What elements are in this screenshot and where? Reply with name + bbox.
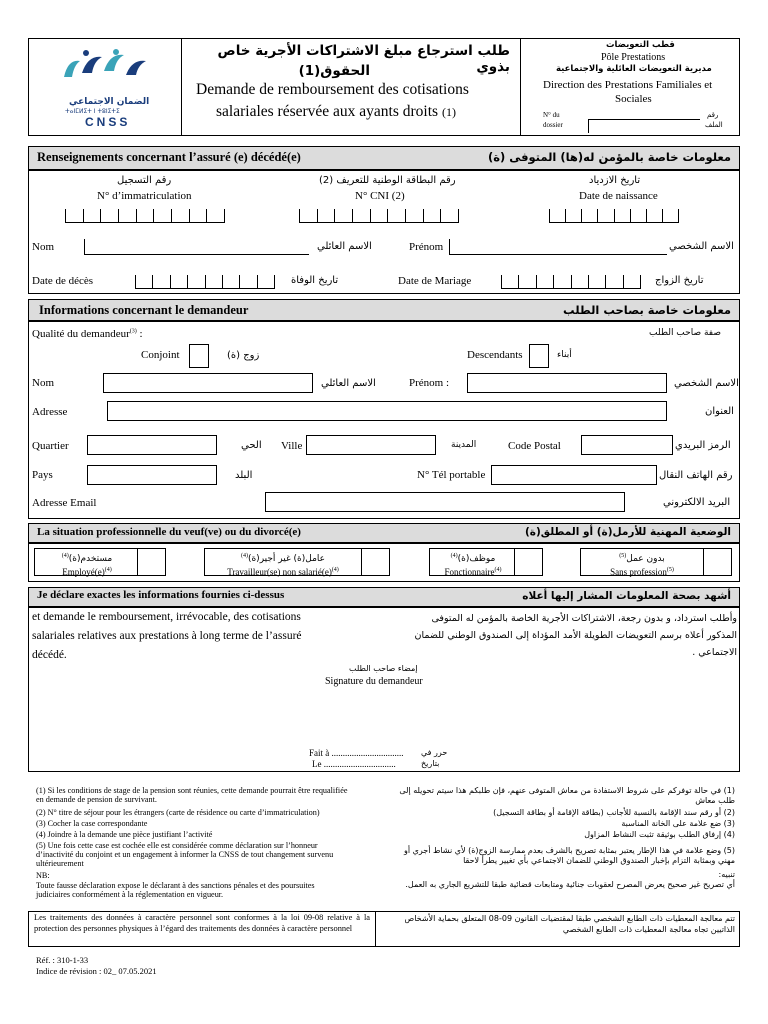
section-declaration-title-ar: أشهد بصحة المعلومات المشار إليها أعلاه: [522, 590, 731, 602]
qualite-label-text: Qualité du demandeur: [32, 328, 130, 340]
quartier-label-ar: الحي: [241, 440, 262, 451]
declaration-body-fr: et demande le remboursement, irrévocable, des cotisations salariales relatives aux prestations à long terme de l’assuré décédé.: [32, 611, 302, 661]
footnote-fr-warning: Toute fausse déclaration expose le déclarant à des sanctions pénales et des poursuites judiciaires conformément à la réglementation en vigueur.: [36, 881, 315, 899]
birth-date-input[interactable]: [549, 209, 679, 223]
dossier-label-fr-1: N° du: [543, 111, 560, 119]
ville-label-ar: المدينة: [451, 440, 477, 450]
footnote-ar-1: (1) في حالة توفركم على شروط الاستفادة من معاش المتوفى عنهم، فإن طلبكم هذا سيتم تحويله إلى طلب معاش: [399, 786, 735, 805]
nom-label-fr: Nom: [32, 241, 54, 253]
descendants-checkbox[interactable]: [529, 344, 549, 368]
footnote-ar-2: (2) أو رقم سند الإقامة بالنسبة للأجانب (بطاقة الإقامة أو بطاقة التسجيل): [493, 808, 735, 817]
footnote-fr-1: (1) Si les conditions de stage de la pension sont réunies, cette demande pourrait être requalifiée en demande de pension de survivant.: [36, 786, 348, 804]
footnote-fr-2: (2) N° titre de séjour pour les étrangers (carte de résidence ou carte d’immatriculation): [36, 808, 320, 817]
fait-a-label-ar: حرر في: [421, 748, 448, 757]
nom-input[interactable]: [84, 239, 309, 255]
quartier-input[interactable]: [87, 435, 217, 455]
header-title-box: [181, 38, 521, 136]
ville-input[interactable]: [306, 435, 436, 455]
logo-brand: CNSS: [85, 115, 131, 129]
cp-label-fr: Code Postal: [508, 440, 561, 452]
privacy-box: [28, 911, 740, 947]
section-assure-header: [28, 146, 740, 170]
signature-area[interactable]: [229, 690, 549, 740]
qualite-label-ar: صفة صاحب الطلب: [649, 328, 721, 338]
section-situation-header: [28, 523, 740, 543]
title-fr-2-text: salariales réservée aux ayants droits: [216, 103, 439, 120]
privacy-text-ar: تتم معالجة المعطيات ذات الطابع الشخصي طبقا لمقتضيات القانون 09-08 المتعلق بحماية الأشخاص الذاتيين تجاه معالجة المعطيات ذات الطابع الشخصي: [404, 914, 735, 934]
situation-employe[interactable]: [34, 548, 166, 576]
situation-non-salarie-label: $^{(4)}$عامل(ة) غير أجير(ة) Travailleur(se) non $salarié(e)^{(4)}$: [227, 553, 339, 577]
logo-tifinagh: ⵜⴰⵏⵎⵍⵉⵜ ⵏ ⵜⵓⵏⵉⵜⵉ: [65, 108, 120, 115]
footnote-ar-5: (5) وضع علامة في هذا الإطار يعتبر بمثابة تصريح بالشرف بعدم ممارسة الزوج(ة) لأي نشاط أجري أو مهني وبمثابة التزام بإخبار الصندوق الوطني للضمان الاجتماعي بأي تغيير يطرأ لاحقا: [403, 846, 735, 865]
pays-label-ar: البلد: [235, 470, 253, 481]
situation-non-salarie-checkbox[interactable]: [361, 549, 389, 575]
prenom-input[interactable]: [449, 239, 667, 255]
footnote-fr-3: (3) Cocher la case correspondante: [36, 819, 148, 828]
tel-input[interactable]: [491, 465, 657, 485]
ville-label-fr: Ville: [281, 440, 303, 452]
dossier-number-field[interactable]: [588, 119, 700, 133]
cp-label-ar: الرمز البريدي: [675, 440, 731, 451]
dept-ar-1: قطب التعويضات: [606, 40, 675, 50]
date-field[interactable]: Le ................................: [312, 759, 396, 769]
mariage-date-input[interactable]: [501, 275, 641, 289]
section-declaration-title-fr: Je déclare exactes les informations fournies ci-dessus: [37, 589, 285, 601]
footnote-ar-nb: تنبيه:: [718, 870, 735, 879]
dem-nom-label-ar: الاسم العائلي: [321, 378, 376, 389]
descendants-label-ar: أبناء: [557, 350, 572, 360]
deces-label-fr: Date de décès: [32, 275, 94, 287]
footnote-ar-4: (4) إرفاق الطلب بوثيقة تثبت النشاط المزاول: [584, 830, 735, 839]
situation-employe-checkbox[interactable]: [137, 549, 165, 575]
logo-arabic: الضمان الاجتماعي: [69, 97, 150, 107]
section-demandeur-title-ar: معلومات خاصة بصاحب الطلب: [563, 303, 731, 317]
dossier-label-ar-2: الملف: [705, 121, 723, 129]
dept-fr-2: Direction des Prestations Familiales et: [543, 79, 713, 91]
situation-employe-label: $^{(4)}$مستخدم(ة) $Employé(e)^{(4)}$: [61, 553, 113, 577]
section-declaration-header: [28, 587, 740, 607]
signature-label-ar: إمضاء صاحب الطلب: [349, 664, 418, 673]
cnss-logo-icon: [56, 49, 156, 91]
conjoint-checkbox[interactable]: [189, 344, 209, 368]
section-situation-title-ar: الوضعية المهنية للأرمل(ة) أو المطلق(ة): [524, 526, 731, 538]
situation-fonctionnaire-checkbox[interactable]: [514, 549, 542, 575]
title-ar-2: الحقوق(1): [298, 63, 370, 79]
section-assure-panel: [28, 170, 740, 294]
situation-non-salarie[interactable]: [204, 548, 390, 576]
section-situation-title-fr: La situation professionnelle du veuf(ve) ou du divorcé(e): [37, 526, 301, 538]
email-input[interactable]: [265, 492, 625, 512]
conjoint-label-ar: زوج (ة): [227, 350, 260, 361]
section-declaration-panel: [28, 607, 740, 772]
dept-fr-3: Sociales: [615, 93, 652, 105]
qualite-label-fr: Qualité du demandeur$^{(3)}$ :: [32, 328, 143, 340]
title-fr-1: Demande de remboursement des cotisations: [196, 81, 469, 98]
privacy-divider: [375, 912, 376, 946]
cni-label-fr: N° CNI (2): [355, 190, 405, 202]
section-demandeur-title-fr: Informations concernant le demandeur: [39, 303, 249, 317]
quartier-label-fr: Quartier: [32, 440, 69, 452]
situation-fonctionnaire[interactable]: [429, 548, 543, 576]
declaration-body-ar: وأطلب استرداد، و بدون رجعة، الاشتراكات الأجرية الخاصة بالمؤمن له المتوفى المذكور أعلاه برسم التعويضات الطويلة الأمد المؤداة إلى الصندوق الوطني للضمان الاجتماعي .: [414, 613, 737, 658]
tel-label-fr: N° Tél portable: [417, 469, 486, 481]
conjoint-label-fr: Conjoint: [141, 349, 180, 361]
situation-sans-profession-label: $^{(5)}$بدون عمل Sans profession$^{(5)}$: [610, 553, 674, 577]
situation-sans-profession-checkbox[interactable]: [703, 549, 731, 575]
dem-nom-label-fr: Nom: [32, 377, 54, 389]
dem-nom-input[interactable]: [103, 373, 313, 393]
cni-label-ar: رقم البطاقة الوطنية للتعريف (2): [319, 175, 456, 186]
birth-label-ar: تاريخ الازدياد: [589, 175, 641, 186]
dept-ar-2: مديرية التعويضات العائلية والاجتماعية: [556, 64, 712, 74]
revision-index: Indice de révision : 02_ 07.05.2021: [36, 966, 157, 976]
mariage-label-ar: تاريخ الزواج: [655, 275, 704, 286]
footnote-ar-3: (3) ضع علامة على الخانة المناسبة: [621, 819, 735, 828]
dossier-label-ar-1: رقم: [707, 111, 719, 119]
section-demandeur-header: [28, 299, 740, 321]
deces-date-input[interactable]: [135, 275, 275, 289]
tel-label-ar: رقم الهاتف النقال: [659, 470, 733, 481]
pays-label-fr: Pays: [32, 469, 53, 481]
adresse-label-fr: Adresse: [32, 406, 68, 418]
immat-label-ar: رقم التسجيل: [117, 175, 172, 186]
footnote-ar-warning: أي تصريح غير صحيح يعرض المصرح لعقوبات جنائية ومتابعات قضائية طبقا للتشريع الجاري به العمل.: [405, 880, 735, 889]
dem-prenom-label-ar: الاسم الشخصي: [674, 378, 739, 389]
dossier-label-fr-2: dossier: [543, 121, 563, 129]
mariage-label-fr: Date de Mariage: [398, 275, 472, 287]
date-label-ar: بتاريخ: [421, 759, 440, 768]
descendants-label-fr: Descendants: [467, 349, 523, 361]
email-label-fr: Adresse Email: [32, 497, 97, 509]
deces-label-ar: تاريخ الوفاة: [291, 275, 339, 286]
dept-fr-1: Pôle Prestations: [601, 52, 666, 63]
pays-input[interactable]: [87, 465, 217, 485]
privacy-text-fr: Les traitements des données à caractère personnel sont conformes à la loi 09-08 relative à la protection des personnes physiques à l’égard des traitements des données à caractère personnel: [34, 913, 370, 933]
signature-label-fr: Signature du demandeur: [325, 676, 423, 687]
prenom-label-fr: Prénom: [409, 241, 444, 253]
footnote-fr-4: (4) Joindre à la demande une pièce justifiant l’activité: [36, 830, 213, 839]
situation-sans-profession[interactable]: [580, 548, 732, 576]
footnote-fr-5: (5) Une fois cette case est cochée elle est considérée comme déclaration sur l’honneur d’inactivité du conjoint et un engagement à informer la CNSS de tout changement survenu ultérieurement: [36, 841, 334, 868]
prenom-label-ar: الاسم الشخصي: [669, 241, 734, 252]
situation-fonctionnaire-label: $^{(4)}$موظف(ة) Fonctionnaire$^{(4)}$: [444, 553, 502, 577]
ref-number: Réf. : 310-1-33: [36, 955, 89, 965]
title-fr-2: [216, 103, 456, 121]
section-assure-title-fr: Renseignements concernant l’assuré (e) décédé(e): [37, 150, 301, 164]
qualite-note: (3): [129, 328, 137, 335]
header-dept-box: [520, 38, 740, 136]
title-fr-note: (1): [441, 105, 456, 119]
dem-prenom-input[interactable]: [467, 373, 667, 393]
cni-input[interactable]: [299, 209, 459, 223]
immat-input[interactable]: [65, 209, 225, 223]
cp-input[interactable]: [581, 435, 673, 455]
dem-prenom-label-fr: Prénom :: [409, 377, 450, 389]
email-label-ar: البريد الالكتروني: [663, 497, 731, 508]
section-assure-title-ar: معلومات خاصة بالمؤمن له(ها) المتوفى (ة): [488, 150, 731, 164]
adresse-label-ar: العنوان: [705, 406, 734, 417]
adresse-input[interactable]: [107, 401, 667, 421]
header-logo-box: [28, 38, 182, 136]
nom-label-ar: الاسم العائلي: [317, 241, 372, 252]
title-ar-1: طلب استرجاع مبلغ الاشتراكات الأجرية خاص بذوي: [217, 43, 510, 75]
birth-label-fr: Date de naissance: [579, 190, 658, 202]
footnote-fr-nb: NB:: [36, 871, 50, 880]
section-demandeur-panel: [28, 321, 740, 519]
immat-label-fr: N° d’immatriculation: [97, 190, 192, 202]
fait-a-field[interactable]: Fait à ................................: [309, 748, 404, 758]
